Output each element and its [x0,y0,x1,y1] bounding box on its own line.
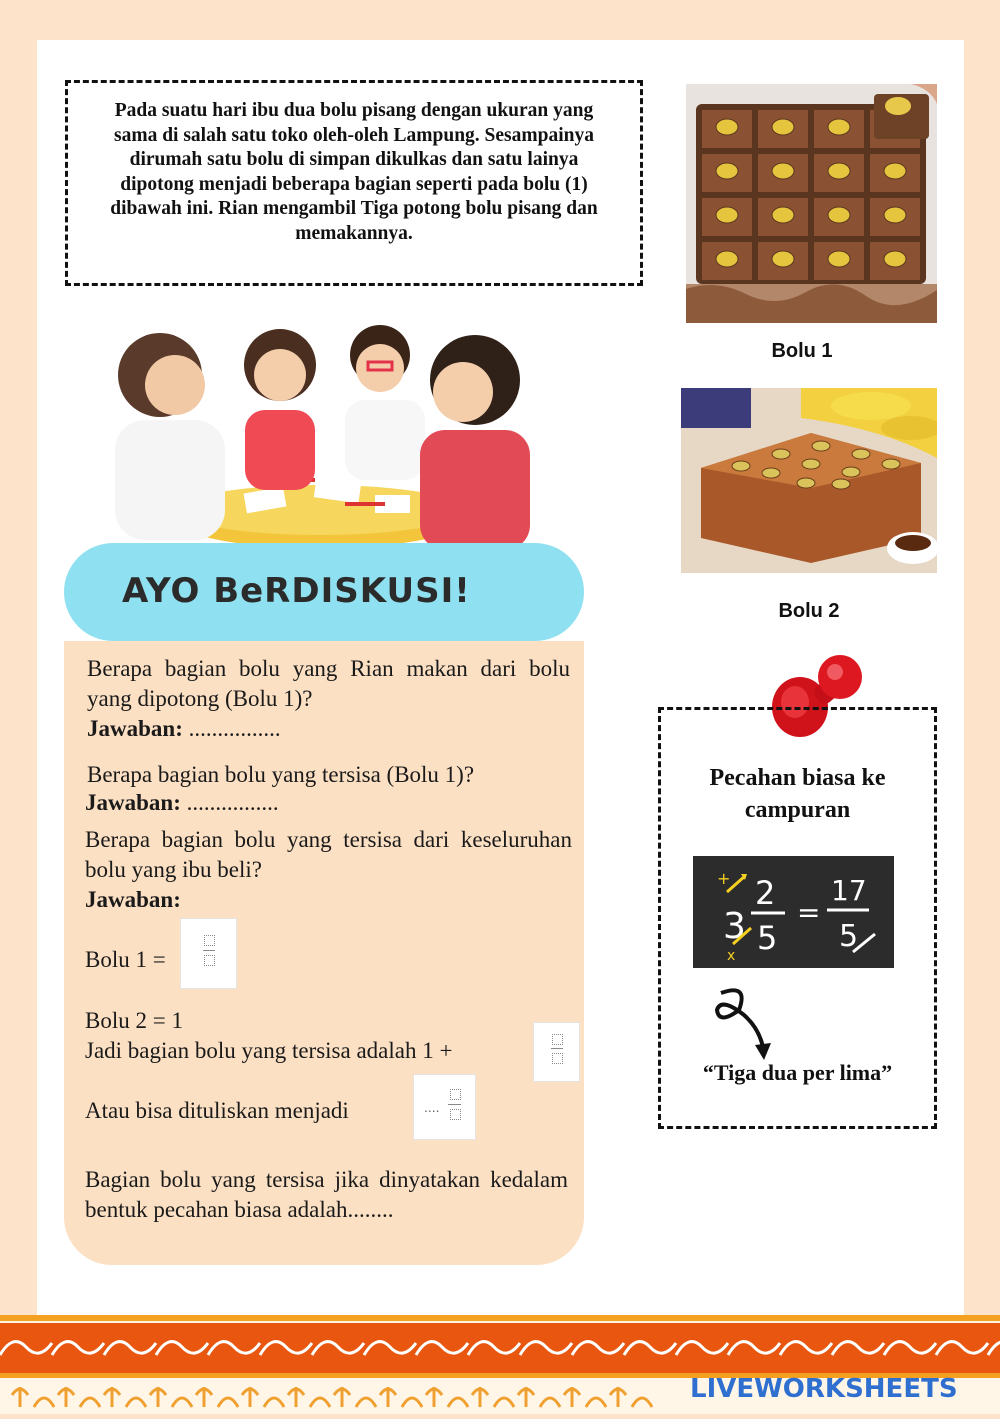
bolu1-photo [686,84,937,323]
mixed-statement: Atau bisa dituliskan menjadi [85,1098,349,1123]
numerator-slot[interactable] [552,1034,563,1045]
result-denominator: 5 [839,919,859,954]
banana-slice [772,119,794,135]
numerator: 2 [755,874,776,912]
answer-label: Jawaban: [87,716,183,741]
numerator-slot[interactable] [204,935,215,946]
whole-slot[interactable]: .... [424,1099,440,1115]
whole-number: 3 [723,906,746,947]
fraction-line [551,1048,563,1049]
denominator-slot[interactable] [204,955,215,966]
note-quote: “Tiga dua per lima” [702,1060,893,1085]
note-box [658,707,937,1129]
answer-dots: ................ [182,716,281,741]
banana-slice [884,251,906,267]
denominator-slot[interactable] [450,1109,461,1120]
bolu2-photo [681,388,937,573]
total-statement: Jadi bagian bolu yang tersisa adalah 1 + [85,1038,453,1063]
banana-slice [828,251,850,267]
fraction-line [203,950,215,951]
question-1: Berapa bagian bolu yang Rian makan dari bolu yang dipotong (Bolu 1)? [87,656,570,711]
answer-dots: ................ [180,790,279,815]
banana-slice [772,163,794,179]
banana-slice [828,207,850,223]
bolu1-equation: Bolu 1 = [85,947,166,972]
banana-slice [716,251,738,267]
banana-slice [884,163,906,179]
final-question: Bagian bolu yang tersisa jika dinyatakan kedalam bentuk pecahan biasa adalah........ [85,1167,568,1222]
total-fraction-input[interactable] [533,1022,580,1082]
answer-label: Jawaban: [85,790,181,815]
times-sign: x [727,948,736,964]
banner-title: AYO BeRDISKUSI! [122,571,471,611]
equals-sign: = [797,896,821,929]
denominator-slot[interactable] [552,1053,563,1064]
mixed-fraction-input[interactable] [413,1074,476,1140]
banana-slice [716,163,738,179]
bolu2-equation: Bolu 2 = 1 [85,1008,183,1033]
bolu1-fraction-input[interactable] [180,918,237,989]
question-3: Berapa bagian bolu yang tersisa dari keseluruhan bolu yang ibu beli? [85,827,572,882]
question-2: Berapa bagian bolu yang tersisa (Bolu 1)? [87,762,475,787]
result-numerator: 17 [831,874,867,907]
answer-1[interactable] [87,714,281,744]
discussion-illustration [95,310,555,550]
story-box [65,80,643,286]
numerator-slot[interactable] [450,1089,461,1100]
banana-slice [828,119,850,135]
denominator: 5 [757,919,778,957]
liveworksheets-logo[interactable]: LIVEWORKSHEETS [690,1374,958,1404]
story-text: Pada suatu hari ibu dua bolu pisang dengan ukuran yang sama di salah satu toko oleh-oleh Lampung. Sesampainya dirumah satu bolu di simpan dikulkas dan satu lainya dipotong menjadi beberapa bagian seperti pada bolu (1) dibawah ini. Rian mengambil Tiga potong bolu pisang dan memakannya. [110,100,598,244]
chalkboard-example [693,856,894,968]
curved-arrow-icon [709,985,779,1065]
banana-slice [716,119,738,135]
bolu2-caption: Bolu 2 [778,600,840,622]
banana-slice [772,207,794,223]
fraction-line [448,1104,461,1105]
banana-slice [716,207,738,223]
banana-slice [884,207,906,223]
answer-2[interactable] [85,788,279,818]
note-title: Pecahan biasa ke campuran [709,765,886,823]
plus-sign: + [717,869,731,888]
banana-slice [772,251,794,267]
bolu1-caption: Bolu 1 [771,340,833,362]
discussion-banner [64,543,584,641]
answer-3-label: Jawaban: [85,887,181,912]
banana-slice [828,163,850,179]
